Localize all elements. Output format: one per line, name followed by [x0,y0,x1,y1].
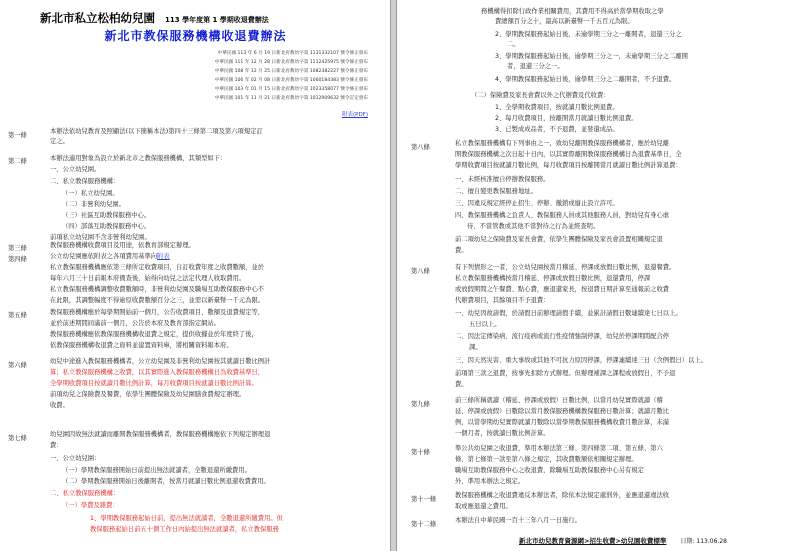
sub-item-detail: 2、學期教保服務起始日後，未逾學期三分之一離開者，退還三分之 [495,31,682,38]
list-item: 三、因違反規定經停止招生、停辦、撤銷或廢止設立許可。 [455,200,619,207]
list-item: 二、私立教保服務機構： [50,178,120,185]
article-text: 前項幼兒之保險費及餐費，依學生團體保險及幼兒園膳食費規定辦理。 [50,391,246,398]
article-text: 前三條所稱就讀（稽延、停課或放假）日數比例，以當月幼兒實際就讀（稽 [455,397,663,404]
article-number: 第一條 [8,132,27,139]
article-number: 第二條 [8,158,27,165]
list-item: 一、幼兒因故請假，於請假日前辦理請假手續，並累計請假日數連續達七日以上。 [455,310,682,317]
sub-item: （一）學期教保服務開始日前提出無法就讀者，全數退還所繳費用。 [62,467,251,474]
article-number: 第十二條 [411,521,437,528]
article-text: 例，以當學期幼兒實際就讀月數除以當學期教保服務機構收費月數計算，未滿 [455,419,670,426]
article-number: 第七條 [8,435,27,442]
sub-item-detail: 教保服務起始日前五十個工作日內始提出無法就讀者，私立教保服務 [90,526,279,533]
list-item: 一、公立幼兒園： [50,455,101,462]
list-item: 課。 [469,344,482,351]
list-item: 五日以上。 [469,321,501,328]
sub-item-detail: 1、全學期收費項目，按就讀月數比例退費。 [495,104,619,111]
list-item: 一、公立幼兒園。 [50,166,101,173]
article-text: 費： [50,442,63,449]
article-text: 教保服務機構應依教保服務機構收退費之規定，提供收據並於年度終了後， [50,331,258,338]
article-text-highlight: 代辦費項目，其餘項目不予退費： [455,297,550,304]
article-text: 幼兒中途進入教保服務機構者，公立幼兒園及非營利幼兒園按其就讀日數比例計 [50,358,271,365]
article-number: 第三條 [8,245,27,252]
article-text-highlight: 全學期收費項目按就讀月數比例計算，每月收費項目按就讀日數比例計算。 [50,380,258,387]
sub-item: （四）部落互助教保服務中心。 [62,223,151,230]
sub-item: （二）保險費及家長會費以外之代辦費及代收費： [471,92,610,99]
article-text: 開教保服務機構之次日起十日內，以其實際離開教保服務機構日為退費基準日，全 [455,151,682,158]
article-text: 延、停課或放假）日數除以當月教保服務機構教保服務日數計算；就讀月數比 [455,408,670,415]
article-text: 在此限，其調整幅度不得逾原收費數額百分之三，並需以新臺幣一千元為限。 [50,297,265,304]
sub-item: （二）學期教保服務開始日後離開者，按當月就讀日數比例退還收費費用。 [62,478,270,485]
article-text: 準公共幼兒園之收退費，準用本辦法第三條、第四條第二項、第五條、第六 [455,445,663,452]
article-text: 職場互助教保服務中心之收退費，除職場互助教保服務中心另有規定 [455,467,644,474]
article-text: 教保服務機構收費項目及用途，依教育部規定辦理。 [50,242,195,249]
semester-subtitle: 113 學年度第 1 學期收退費辦法 [165,16,269,24]
article-text: 本辦法適用對象為設立於新北市之教保服務機構，其類型如下： [50,155,227,162]
article-text-highlight: 或放假期間之午餐費、點心費，應退還家長，按退費日期計算至通報前之收費 [455,286,670,293]
article-text: 學期收費項目按就讀月數比例，每月收費項目按離開當月就讀日數比例計算退費： [455,162,682,169]
history-line: 中華民國 108 年 12 月 25 日新北府教幼字第 1082382227 號令修正發布 [214,69,368,74]
sub-item-detail: 4、學期教保服務起始日後，逾學期三分之二離開者，不予退費。 [495,76,676,83]
sub-item-detail: 費總額百分之十，最高以新臺幣一千五百元為限。 [495,18,634,25]
article-text: 一個月者，按就讀日數比例計算。 [455,430,550,437]
footer-date: 日期: 113.06.28 [680,538,727,545]
article-text-highlight: 私立教保服務機構按當月稽延、停課或放假日數比例，退還費用，停課 [455,275,651,282]
list-item: 二、因法定傳染病、流行疫病或流行性疫情強制停課，幼兒於停課期間配合停 [455,333,670,340]
left-page [0,0,391,551]
article-number: 第八條 [411,268,430,275]
history-line: 中華民國 111 年 12 月 28 日新北府教幼字第 1112425975 號令修正發布 [214,60,368,65]
footer-breadcrumb[interactable]: 新北市幼兒教育資源網>招生收費>幼兒園收費標準 [519,537,667,545]
article-text-part: 公立幼兒園應依附表之各項費用基準向 [50,253,158,260]
article-text: 私立教保服務機構調整收費數額時，非營利幼兒園及職場互助教保服務中心不 [50,286,265,293]
attachment-link[interactable]: 附表(PDF) [341,112,368,118]
article-text-highlight: 算；私立教保服務機構之收費，以其實際進入教保服務機構日為收費基準日， [50,369,265,376]
list-item: 四、教保服務機構之負責人、教保服務人員或其他服務人員，對幼兒有身心虐 [455,212,670,219]
article-text: 依教保服務機構收退費之資料並建置資料庫，將相關資料報本府。 [50,342,233,349]
article-text: 本辦法自中華民國一百十三年八月一日施行。 [455,517,581,524]
sub-item: （三）社區互助教保服務中心。 [62,212,151,219]
header [40,10,380,26]
sub-item: （二）非營利幼兒園。 [62,201,125,208]
list-item: 一、未經核准擅自停辦教保服務。 [455,176,550,183]
document-title: 新北市教保服務機構收退費辦法 [104,29,287,43]
sub-item-detail: 1、學期教保服務起始日前，提出無法就讀者，全數退還所繳費用。但 [90,515,283,522]
list-item: 待、不當管教或其他不當對待之行為並經查明。 [467,223,600,230]
article-text: 教保服務機構應於每學期開始前一個月，公告收費項目、數額及退費規定等， [50,309,265,316]
sub-item-detail: 二。 [507,41,520,48]
sub-item-detail: 2、每月收費項目，按離開當月就讀日數比例退費。 [495,115,638,122]
history-line: 中華民國 103 年 01 月 15 日新北府教幼字第 1023358077 號令修正發布 [214,87,368,92]
article-number: 第四條 [8,256,27,263]
article-text: 費。 [455,381,468,388]
article-text: 外，準用本辦法之規定。 [455,478,525,485]
article-text: 前二項幼兒之保險費及家長會費，依學生團體保險及家長會設置相關規定退 [455,236,663,243]
list-item: 二、私立教保服務機構： [50,490,120,497]
article-number: 第十條 [411,449,430,456]
article-text: 幼兒園因故無法就讀而離開教保服務機構者，教保服務機構應依下列規定辦理退 [50,431,271,438]
article-text: 每年六月三十日前報本府備查後，始得向幼兒之法定代理人收取費用。 [50,275,246,282]
footer [519,536,727,545]
list-item: 二、擅自變更教保服務地址。 [455,188,537,195]
sub-item-detail: 者，退還三分之一。 [507,63,564,70]
history-line: 中華民國 106 年 02 月 08 日新北府教幼字第 1060184383 號令修正發布 [214,78,368,83]
article-text: 有下列情形之一者，公立幼兒園按當月稽延、停課或放假日數比例，退還餐費。 [455,264,676,271]
fee-table-link[interactable]: 附表 [157,253,170,260]
school-name: 新北市私立松柏幼兒園 [40,11,155,25]
article-text: 定之。 [50,138,69,145]
article-number: 第十一條 [411,496,437,503]
history-line: 中華民國 101 年 11 月 21 日新北府教幼字第 1012909632 號令訂定發布 [214,96,368,101]
sub-item: （一）學費及雜費： [62,502,119,509]
article-number: 第六條 [8,362,27,369]
sub-item: （一）私立幼兒園。 [62,190,119,197]
sub-item-detail: 務機構得扣除行政作業相關費用，其費用不得高於當學期收取之學 [481,8,664,15]
sub-item-detail: 3、已製成成品者，不予退費，並發還成品。 [495,126,619,133]
article-text: 前項私立幼兒園不含非營利幼兒園。 [50,234,151,241]
sub-item-detail: 3、學期教保服務起始日後，逾學期三分之一，未逾學期三分之二離開 [495,53,688,60]
article-text: 取或應退還之費用。 [455,503,512,510]
right-page [396,0,787,551]
article-number: 第九條 [411,401,430,408]
history-line: 中華民國 113 年 6 月 19 日新北府教幼字第 1131332107 號令修正發布 [217,51,368,56]
list-item: 三、因天然災害、重大事故或其他不可抗力原因停課，停課連續達三日（含例假日）以上。 [455,357,707,364]
article-text: 私立教保服務機構有下列事由之一，致幼兒離開教保服務機構者，應於幼兒離 [455,140,670,147]
article-text: 費。 [455,247,468,254]
article-text: 並於前述期間屆滿前一個月，公告於本府及教育部指定網站。 [50,320,221,327]
article-number: 第五條 [8,312,27,319]
article-text: 前項第三款之退費，按事先扣除方式辦理。但辦理補課之課程或放假日，不予退 [455,370,676,377]
article-text: 本辦法依幼兒教育及照顧法(以下簡稱本法)第四十三條第二項及第六項規定訂 [50,128,263,135]
article-text: 教保服務機構之收退費違反本辦法者，除依本法規定處罰外，並應退還違法收 [455,492,670,499]
article-text: 條、第七條第一款至第八條之規定，其收費數額依相關規定辦理。 [455,456,638,463]
article-number: 第八條 [411,144,430,151]
article-text: 私立教保服務機構應依第三條所定收費項目，自訂收費年度之收費數額，並於 [50,264,265,271]
article-text [50,253,170,261]
article-text: 收費。 [50,402,69,409]
